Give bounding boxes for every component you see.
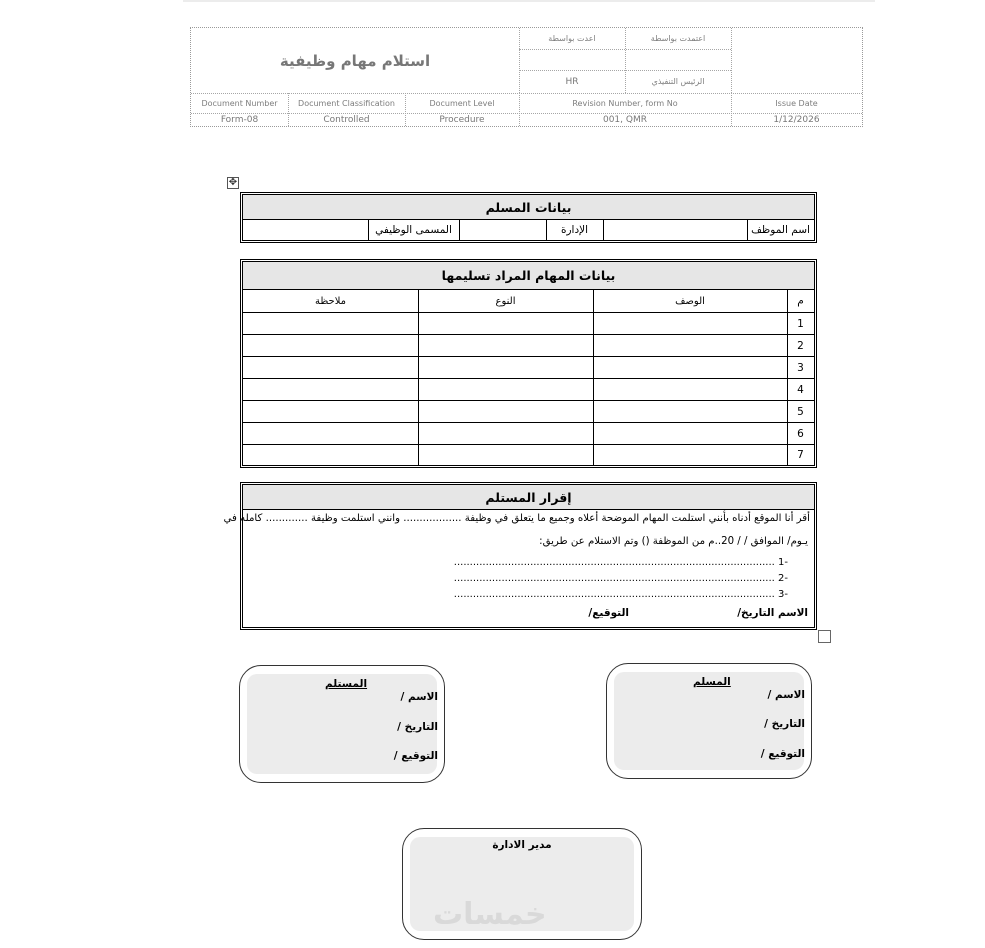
col-type: النوع <box>495 295 516 307</box>
acknowledgment-line-1: أقر أنا الموقع أدناه بأنني استلمت المهام الموضحة أعلاه وجميع ما يتعلق في وظيفة .................. وانني استلمت وظيفة ............. كامله في <box>223 513 810 524</box>
name-date-label: الاسم التاريخ/ <box>737 607 808 619</box>
watermark-logo: خمسات <box>433 897 547 932</box>
table-resize-handle[interactable] <box>818 630 831 643</box>
deliverer-name-label: الاسم / <box>767 689 805 701</box>
acknowledgment-title: إقرار المستلم <box>243 485 814 510</box>
job-title-label: المسمى الوظيفي <box>375 224 452 236</box>
val-document-level: Procedure <box>439 114 485 125</box>
deliverer-signature-label: التوقيع / <box>760 748 805 760</box>
col-description: الوصف <box>675 295 705 307</box>
col-issue-date: Issue Date <box>775 98 818 108</box>
table-row: 7 <box>797 449 804 461</box>
deliverer-box-title: المسلم <box>693 676 731 688</box>
manager-box <box>402 828 642 940</box>
val-revision-number: 001, QMR <box>602 114 647 125</box>
job-title-field[interactable] <box>244 221 367 239</box>
tasks-title: بيانات المهام المراد تسليمها <box>243 262 814 290</box>
receiver-box-title: المستلم <box>325 678 368 690</box>
col-note: ملاحظة <box>314 295 347 307</box>
col-revision-number: Revision Number, form No <box>572 98 678 108</box>
acknowledgment-line-2: يـوم/ الموافق / / 20..م من الموظفة () وتم الاستلام عن طريق: <box>539 536 808 547</box>
col-document-number: Document Number <box>201 98 278 108</box>
val-document-classification: Controlled <box>323 114 370 125</box>
department-label: الإدارة <box>560 224 589 236</box>
table-row: 3 <box>797 361 804 374</box>
receiver-signature-box <box>239 665 445 783</box>
table-row: 4 <box>797 383 804 396</box>
form-title: استلام مهام وظيفية <box>279 51 431 70</box>
deliverer-signature-box <box>606 663 812 779</box>
col-document-level: Document Level <box>429 98 495 108</box>
table-row: 1 <box>797 317 804 330</box>
deliverer-title: بيانات المسلم <box>243 195 814 220</box>
receipt-method-1: -1 ..................................................................................................... <box>453 557 788 568</box>
tasks-section <box>240 259 817 468</box>
col-document-classification: Document Classification <box>298 98 395 108</box>
val-issue-date: 1/12/2026 <box>773 114 820 125</box>
employee-name-label: اسم الموظف <box>751 224 810 236</box>
table-row: 6 <box>797 427 804 440</box>
deliverer-date-label: التاريخ / <box>764 718 805 730</box>
top-divider <box>183 0 875 2</box>
document-header <box>190 27 863 127</box>
table-move-handle-icon[interactable]: ✥ <box>228 177 238 188</box>
department-field[interactable] <box>460 221 545 239</box>
employee-name-field[interactable] <box>604 221 746 239</box>
table-row: 5 <box>797 405 804 418</box>
signature-label: التوقيع/ <box>588 607 629 619</box>
prepared-by-value: HR <box>565 76 579 87</box>
col-num: م <box>797 295 804 307</box>
val-document-number: Form-08 <box>220 114 259 125</box>
receiver-name-label: الاسم / <box>400 691 438 703</box>
receipt-method-3: -3 ..................................................................................................... <box>453 589 788 600</box>
receipt-method-2: -2 ..................................................................................................... <box>453 573 788 584</box>
prepared-by-label: اعدت بواسطة <box>548 34 596 43</box>
receiver-signature-label: التوقيع / <box>393 750 438 762</box>
approved-by-label: اعتمدت بواسطة <box>650 34 706 43</box>
approved-by-value: الرئيس التنفيذي <box>651 77 705 86</box>
manager-box-title: مدير الادارة <box>492 839 552 851</box>
table-row: 2 <box>797 339 804 352</box>
acknowledgment-section <box>223 482 817 630</box>
deliverer-section <box>240 192 817 243</box>
receiver-date-label: التاريخ / <box>397 721 438 733</box>
